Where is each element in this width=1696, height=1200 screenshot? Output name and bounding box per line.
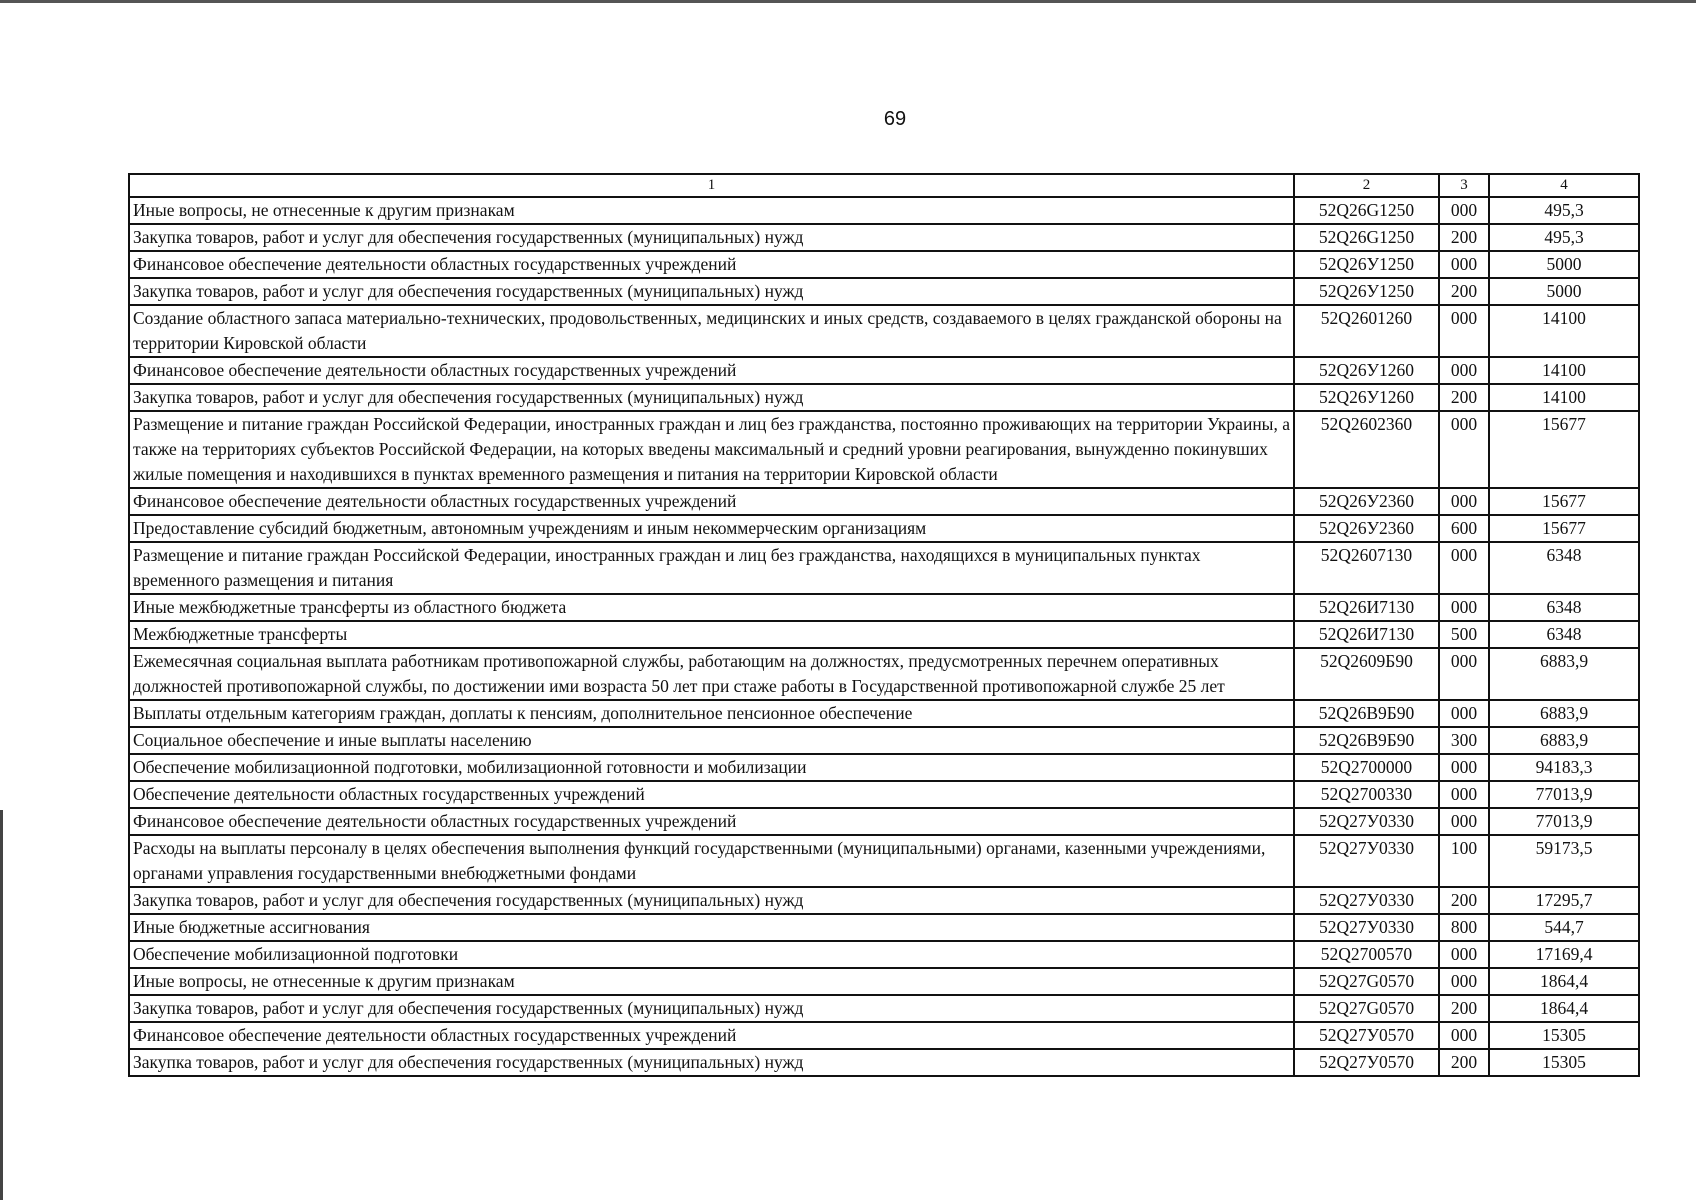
- cell-code: 52Q27У0330: [1294, 835, 1439, 887]
- cell-code: 52Q27У0570: [1294, 1049, 1439, 1076]
- cell-code: 52Q27У0570: [1294, 1022, 1439, 1049]
- table-row: [129, 594, 1639, 621]
- header-cell-code: 2: [1294, 174, 1439, 197]
- cell-amount: 5000: [1489, 278, 1639, 305]
- table-row: [129, 542, 1639, 594]
- page-number: 69: [883, 108, 907, 130]
- cell-amount: 6883,9: [1489, 727, 1639, 754]
- cell-amount: 544,7: [1489, 914, 1639, 941]
- table-row: [129, 781, 1639, 808]
- cell-name: Размещение и питание граждан Российской Федерации, иностранных граждан и лиц без гражданства, находящихся в муниципальных пунктах временного размещения и питания: [129, 542, 1294, 594]
- cell-amount: 6883,9: [1489, 700, 1639, 727]
- cell-type: 000: [1439, 1022, 1489, 1049]
- cell-type: 000: [1439, 700, 1489, 727]
- cell-name: Расходы на выплаты персоналу в целях обеспечения выполнения функций государственными (муниципальными) органами, казенными учреждениями, органами управления государственными внебюджетными фондами: [129, 835, 1294, 887]
- table-row: [129, 384, 1639, 411]
- cell-name: Иные вопросы, не отнесенные к другим признакам: [129, 197, 1294, 224]
- cell-amount: 15677: [1489, 411, 1639, 488]
- table-body: [129, 197, 1639, 1076]
- table-header: [129, 174, 1639, 197]
- table-row: [129, 968, 1639, 995]
- table-row: [129, 648, 1639, 700]
- cell-code: 52Q26У1260: [1294, 357, 1439, 384]
- cell-amount: 77013,9: [1489, 808, 1639, 835]
- cell-amount: 6348: [1489, 542, 1639, 594]
- cell-type: 100: [1439, 835, 1489, 887]
- cell-code: 52Q26У1260: [1294, 384, 1439, 411]
- table-row: [129, 835, 1639, 887]
- cell-type: 000: [1439, 594, 1489, 621]
- cell-amount: 15677: [1489, 515, 1639, 542]
- cell-type: 800: [1439, 914, 1489, 941]
- table-row: [129, 357, 1639, 384]
- table-row: [129, 515, 1639, 542]
- cell-name: Финансовое обеспечение деятельности областных государственных учреждений: [129, 357, 1294, 384]
- cell-code: 52Q26У1250: [1294, 278, 1439, 305]
- cell-name: Обеспечение деятельности областных государственных учреждений: [129, 781, 1294, 808]
- cell-code: 52Q27G0570: [1294, 968, 1439, 995]
- cell-name: Обеспечение мобилизационной подготовки, мобилизационной готовности и мобилизации: [129, 754, 1294, 781]
- cell-name: Финансовое обеспечение деятельности областных государственных учреждений: [129, 251, 1294, 278]
- table-row: [129, 621, 1639, 648]
- cell-type: 000: [1439, 305, 1489, 357]
- cell-type: 200: [1439, 887, 1489, 914]
- cell-name: Финансовое обеспечение деятельности областных государственных учреждений: [129, 808, 1294, 835]
- cell-code: 52Q26И7130: [1294, 621, 1439, 648]
- cell-amount: 15677: [1489, 488, 1639, 515]
- cell-amount: 6348: [1489, 621, 1639, 648]
- table-row: [129, 727, 1639, 754]
- table-row: [129, 914, 1639, 941]
- cell-code: 52Q26G1250: [1294, 224, 1439, 251]
- cell-name: Межбюджетные трансферты: [129, 621, 1294, 648]
- cell-type: 000: [1439, 754, 1489, 781]
- cell-type: 000: [1439, 488, 1489, 515]
- cell-code: 52Q26У1250: [1294, 251, 1439, 278]
- cell-name: Обеспечение мобилизационной подготовки: [129, 941, 1294, 968]
- cell-amount: 14100: [1489, 384, 1639, 411]
- cell-amount: 495,3: [1489, 224, 1639, 251]
- cell-code: 52Q26У2360: [1294, 515, 1439, 542]
- cell-type: 000: [1439, 968, 1489, 995]
- cell-name: Финансовое обеспечение деятельности областных государственных учреждений: [129, 488, 1294, 515]
- cell-code: 52Q2607130: [1294, 542, 1439, 594]
- cell-amount: 5000: [1489, 251, 1639, 278]
- table-row: [129, 1022, 1639, 1049]
- table-row: [129, 700, 1639, 727]
- cell-name: Закупка товаров, работ и услуг для обеспечения государственных (муниципальных) нужд: [129, 278, 1294, 305]
- cell-type: 000: [1439, 648, 1489, 700]
- table-row: [129, 224, 1639, 251]
- cell-code: 52Q26В9Б90: [1294, 700, 1439, 727]
- cell-amount: 6348: [1489, 594, 1639, 621]
- cell-code: 52Q2700000: [1294, 754, 1439, 781]
- cell-code: 52Q2602360: [1294, 411, 1439, 488]
- header-cell-type: 3: [1439, 174, 1489, 197]
- cell-code: 52Q2609Б90: [1294, 648, 1439, 700]
- cell-amount: 77013,9: [1489, 781, 1639, 808]
- cell-type: 200: [1439, 384, 1489, 411]
- cell-code: 52Q2601260: [1294, 305, 1439, 357]
- cell-type: 000: [1439, 542, 1489, 594]
- cell-name: Ежемесячная социальная выплата работникам противопожарной службы, работающим на должностях, предусмотренных перечнем оперативных должностей противопожарной службы, по достижении ими возраста 50 лет при стаже работы в Государственной противопожарной службе 25 лет: [129, 648, 1294, 700]
- header-cell-amount: 4: [1489, 174, 1639, 197]
- cell-name: Иные бюджетные ассигнования: [129, 914, 1294, 941]
- cell-type: 600: [1439, 515, 1489, 542]
- cell-amount: 14100: [1489, 305, 1639, 357]
- cell-type: 000: [1439, 357, 1489, 384]
- cell-type: 000: [1439, 251, 1489, 278]
- table-row: [129, 995, 1639, 1022]
- cell-name: Выплаты отдельным категориям граждан, доплаты к пенсиям, дополнительное пенсионное обеспечение: [129, 700, 1294, 727]
- scan-border-top: [0, 0, 1696, 3]
- table-row: [129, 411, 1639, 488]
- cell-name: Закупка товаров, работ и услуг для обеспечения государственных (муниципальных) нужд: [129, 995, 1294, 1022]
- table-row: [129, 197, 1639, 224]
- cell-type: 000: [1439, 808, 1489, 835]
- cell-type: 000: [1439, 781, 1489, 808]
- cell-code: 52Q2700570: [1294, 941, 1439, 968]
- cell-code: 52Q2700330: [1294, 781, 1439, 808]
- cell-amount: 495,3: [1489, 197, 1639, 224]
- cell-code: 52Q27У0330: [1294, 914, 1439, 941]
- cell-amount: 17169,4: [1489, 941, 1639, 968]
- cell-amount: 6883,9: [1489, 648, 1639, 700]
- cell-name: Закупка товаров, работ и услуг для обеспечения государственных (муниципальных) нужд: [129, 1049, 1294, 1076]
- cell-code: 52Q27У0330: [1294, 887, 1439, 914]
- table-row: [129, 754, 1639, 781]
- cell-code: 52Q27У0330: [1294, 808, 1439, 835]
- table-row: [129, 278, 1639, 305]
- cell-type: 500: [1439, 621, 1489, 648]
- cell-amount: 1864,4: [1489, 995, 1639, 1022]
- table-row: [129, 488, 1639, 515]
- cell-type: 200: [1439, 1049, 1489, 1076]
- cell-type: 200: [1439, 278, 1489, 305]
- cell-code: 52Q26И7130: [1294, 594, 1439, 621]
- scan-border-left: [0, 810, 3, 1200]
- cell-amount: 14100: [1489, 357, 1639, 384]
- cell-name: Иные вопросы, не отнесенные к другим признакам: [129, 968, 1294, 995]
- cell-name: Закупка товаров, работ и услуг для обеспечения государственных (муниципальных) нужд: [129, 887, 1294, 914]
- table-row: [129, 251, 1639, 278]
- cell-code: 52Q27G0570: [1294, 995, 1439, 1022]
- cell-code: 52Q26В9Б90: [1294, 727, 1439, 754]
- header-cell-name: 1: [129, 174, 1294, 197]
- cell-type: 000: [1439, 941, 1489, 968]
- cell-name: Предоставление субсидий бюджетным, автономным учреждениям и иным некоммерческим организациям: [129, 515, 1294, 542]
- cell-name: Размещение и питание граждан Российской Федерации, иностранных граждан и лиц без гражданства, постоянно проживающих на территории Украины, а также на территориях субъектов Российской Федерации, на которых введены максимальный и средний уровни реагирования, вынужденно покинувших жилые помещения и находившихся в пунктах временного размещения и питания на территории Кировской области: [129, 411, 1294, 488]
- cell-code: 52Q26G1250: [1294, 197, 1439, 224]
- table-row: [129, 808, 1639, 835]
- cell-amount: 1864,4: [1489, 968, 1639, 995]
- table-row: [129, 941, 1639, 968]
- cell-name: Создание областного запаса материально-технических, продовольственных, медицинских и иных средств, создаваемого в целях гражданской обороны на территории Кировской области: [129, 305, 1294, 357]
- cell-name: Закупка товаров, работ и услуг для обеспечения государственных (муниципальных) нужд: [129, 384, 1294, 411]
- cell-type: 300: [1439, 727, 1489, 754]
- cell-type: 000: [1439, 411, 1489, 488]
- cell-type: 200: [1439, 995, 1489, 1022]
- cell-type: 200: [1439, 224, 1489, 251]
- cell-name: Закупка товаров, работ и услуг для обеспечения государственных (муниципальных) нужд: [129, 224, 1294, 251]
- table-row: [129, 887, 1639, 914]
- cell-amount: 94183,3: [1489, 754, 1639, 781]
- cell-amount: 59173,5: [1489, 835, 1639, 887]
- cell-name: Иные межбюджетные трансферты из областного бюджета: [129, 594, 1294, 621]
- table-row: [129, 1049, 1639, 1076]
- cell-name: Социальное обеспечение и иные выплаты населению: [129, 727, 1294, 754]
- header-row: [129, 174, 1639, 197]
- cell-amount: 17295,7: [1489, 887, 1639, 914]
- cell-name: Финансовое обеспечение деятельности областных государственных учреждений: [129, 1022, 1294, 1049]
- table-row: [129, 305, 1639, 357]
- cell-type: 000: [1439, 197, 1489, 224]
- cell-amount: 15305: [1489, 1049, 1639, 1076]
- cell-code: 52Q26У2360: [1294, 488, 1439, 515]
- cell-amount: 15305: [1489, 1022, 1639, 1049]
- budget-table: [128, 173, 1640, 1077]
